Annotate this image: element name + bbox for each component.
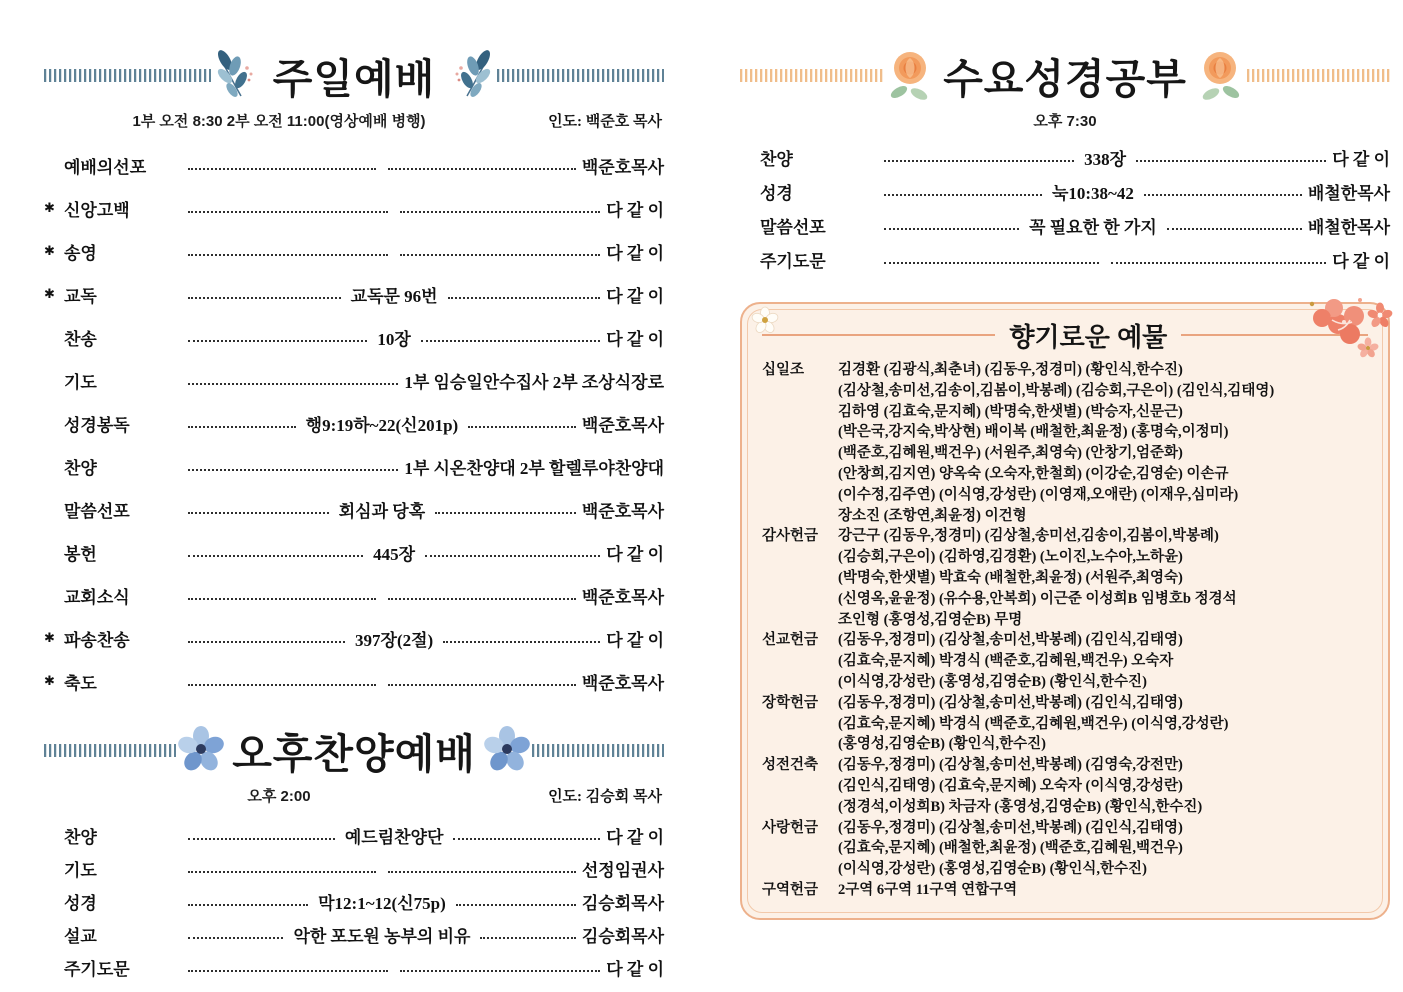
dot-leader (188, 930, 283, 939)
offering-names-line: (김동우,정경미) (김상철,송미선,박봉례) (김인식,김태영) (838, 819, 1183, 836)
row-label: 찬송 (64, 330, 97, 349)
dot-leader (188, 204, 388, 213)
row-label: 주기도문 (760, 251, 826, 271)
white-flower-icon (750, 306, 780, 336)
dot-leader (388, 677, 576, 686)
row-label: 성경봉독 (64, 416, 130, 435)
offering-names-line: (박명숙,한샛별) 박효숙 (배철한,최윤정) (서원주,최영숙) (838, 569, 1183, 586)
offering-names-line: 김하영 (김효숙,문지혜) (박명숙,한샛별) (박승자,신문근) (838, 403, 1183, 420)
row-person: 김승회목사 (581, 894, 664, 913)
row-detail: 꼭 필요한 한 가지 (1029, 217, 1157, 237)
row-person: 다 같 이 (606, 330, 664, 349)
service-row (44, 187, 664, 230)
row-person: 백준호목사 (581, 158, 664, 177)
service-row (44, 918, 664, 951)
offering-names-line: (김승회,구은이) (김하영,김경환) (노이진,노수아,노하윤) (838, 549, 1183, 566)
afternoon-leader: 인도: 김승회 목사 (548, 789, 662, 805)
offering-label: 선교헌금 (762, 632, 819, 649)
blue-blossom-icon (482, 725, 532, 775)
blue-leaves-icon (211, 46, 267, 104)
dot-leader (188, 376, 398, 385)
offering-item (762, 880, 1368, 901)
row-label: 신앙고백 (64, 201, 130, 220)
dot-leader (468, 419, 576, 428)
dot-leader (421, 333, 600, 342)
service-row (44, 819, 664, 852)
row-person: 다 같 이 (606, 545, 664, 564)
dot-leader (425, 548, 600, 557)
dot-leader (480, 930, 575, 939)
row-person: 다 같 이 (1332, 251, 1390, 271)
wednesday-study-section (740, 42, 1390, 276)
service-row (740, 242, 1390, 276)
dot-leader (188, 963, 388, 972)
offering-names-line: (신영옥,윤윤정) (유수용,안복희) 이근준 이성희B 임병호b 정경석 (838, 590, 1237, 607)
offerings-list (762, 360, 1368, 901)
row-person: 배철한목사 (1307, 183, 1390, 203)
dot-leader (188, 462, 398, 471)
offering-names-line: 조인형 (홍영성,김영순B) 무명 (838, 611, 1023, 628)
offerings-title-row (762, 316, 1368, 354)
row-label: 기도 (64, 861, 97, 880)
dot-leader (453, 831, 600, 840)
dot-leader (456, 897, 576, 906)
header-stripe-right (1247, 69, 1390, 82)
sunday-times: 1부 오전 8:30 2부 오전 11:00(영상예배 병행) (132, 113, 426, 130)
afternoon-header (44, 717, 664, 783)
service-row (44, 273, 664, 316)
dot-leader (188, 897, 308, 906)
row-person: 1부 임승일안수집사 2부 조상식장로 (404, 373, 664, 392)
dot-leader (1144, 187, 1302, 196)
offering-names-line: 2구역 6구역 11구역 연합구역 (838, 881, 1018, 898)
row-detail: 예드림찬양단 (344, 828, 444, 847)
row-detail: 10장 (377, 330, 411, 349)
star-mark: ✱ (44, 287, 55, 302)
row-person: 다 같 이 (606, 201, 664, 220)
right-column (740, 0, 1390, 992)
service-row (740, 208, 1390, 242)
offering-item (762, 693, 1368, 755)
offering-item (762, 360, 1368, 526)
sunday-service-section (44, 42, 664, 703)
row-person: 백준호목사 (581, 674, 664, 693)
dot-leader (188, 333, 367, 342)
row-label: 송영 (64, 244, 97, 263)
offering-label: 십일조 (762, 362, 805, 378)
wednesday-title: 수요성경공부 (943, 55, 1187, 102)
row-person: 백준호목사 (581, 588, 664, 607)
row-detail: 교독문 96번 (350, 287, 438, 306)
dot-leader (884, 187, 1042, 196)
service-row (44, 951, 664, 984)
offering-names-line: 강근구 (김동우,정경미) (김상철,송미선,김송이,김봄이,박봉례) (838, 528, 1219, 545)
offering-names-line: (김효숙,문지혜) 박경식 (백준호,김혜원,백건우) (이식영,강성란) (838, 715, 1229, 732)
offering-names (838, 360, 1368, 526)
wednesday-subtitle-row (740, 110, 1390, 132)
dot-leader (388, 161, 576, 170)
afternoon-order-list (44, 819, 664, 984)
offering-item (762, 630, 1368, 692)
row-label: 기도 (64, 373, 97, 392)
header-stripe-left (740, 69, 883, 82)
afternoon-time: 오후 2:00 (247, 788, 311, 805)
row-label: 예배의선포 (64, 158, 147, 177)
row-detail: 회심과 당혹 (338, 502, 426, 521)
dot-leader (1167, 221, 1302, 230)
offerings-title: 향기로운 예물 (1009, 321, 1168, 352)
service-row (44, 488, 664, 531)
sunday-header (44, 42, 664, 108)
service-row (44, 574, 664, 617)
offering-names-line: (이식영,강성란) (홍영성,김영순B) (황인식,한수진) (838, 673, 1147, 690)
service-row (740, 140, 1390, 174)
header-stripe-right (532, 744, 664, 757)
row-label: 말씀선포 (760, 217, 826, 237)
offering-names (838, 880, 1368, 901)
star-mark: ✱ (44, 631, 55, 646)
wednesday-header (740, 42, 1390, 108)
row-person: 다 같 이 (606, 960, 664, 979)
dot-leader (448, 290, 601, 299)
row-detail: 악한 포도원 농부의 비유 (293, 927, 471, 946)
offering-names-line: (김동우,정경미) (김상철,송미선,박봉례) (김인식,김태영) (838, 694, 1183, 711)
row-label: 주기도문 (64, 960, 130, 979)
offering-names-line: (김동우,정경미) (김상철,송미선,박봉례) (김인식,김태영) (838, 632, 1183, 649)
service-row (44, 144, 664, 187)
row-person: 김승회목사 (581, 927, 665, 946)
offering-item (762, 526, 1368, 630)
afternoon-subtitle-row (44, 785, 664, 811)
offering-item (762, 818, 1368, 880)
dot-leader (884, 221, 1019, 230)
service-row (44, 660, 664, 703)
afternoon-title: 오후찬양예배 (232, 730, 476, 777)
row-label: 찬양 (64, 828, 97, 847)
dot-leader (400, 247, 600, 256)
wednesday-order-list (740, 140, 1390, 276)
row-detail: 445장 (373, 545, 416, 564)
dot-leader (1136, 153, 1326, 162)
offering-names (838, 630, 1368, 692)
title-line-left (762, 334, 995, 336)
row-label: 봉헌 (64, 545, 97, 564)
star-mark: ✱ (44, 201, 55, 216)
row-label: 교독 (64, 287, 97, 306)
dot-leader (188, 831, 335, 840)
offering-names-line: (정경석,이성희B) 차금자 (홍영성,김영순B) (황인식,한수진) (838, 798, 1203, 815)
dot-leader (1111, 255, 1326, 264)
dot-leader (188, 864, 376, 873)
dot-leader (400, 204, 600, 213)
offering-names-line: (김효숙,문지혜) (배철한,최윤정) (백준호,김혜원,백건우) (838, 840, 1183, 857)
coral-flower-cluster-icon (1298, 290, 1394, 362)
row-person: 배철한목사 (1307, 217, 1390, 237)
service-row (44, 852, 664, 885)
offering-label: 사랑헌금 (762, 819, 819, 836)
dot-leader (188, 161, 376, 170)
service-row (44, 359, 664, 402)
row-person: 백준호목사 (581, 502, 664, 521)
offering-names-line: (안창희,김지연) 양옥숙 (오숙자,한철희) (이강순,김영순) 이손규 (838, 465, 1229, 482)
sunday-subtitle-row (44, 110, 664, 136)
dot-leader (388, 591, 576, 600)
row-detail: 행9:19하~22(신201p) (305, 416, 459, 435)
offering-names-line: 장소진 (조항연,최윤정) 이건형 (838, 507, 1027, 524)
row-label: 파송찬송 (64, 631, 130, 650)
service-row (44, 316, 664, 359)
dot-leader (188, 505, 329, 514)
row-detail: 막12:1~12(신75p) (318, 894, 446, 913)
offering-names-line: (박은국,강지숙,박상현) 배이복 (배철한,최윤정) (홍명숙,이정미) (838, 424, 1229, 441)
row-person: 백준호목사 (581, 416, 665, 435)
offering-names-line: (백준호,김혜원,백건우) (서원주,최영숙) (안창기,엄준화) (838, 445, 1183, 462)
row-label: 성경 (760, 183, 793, 203)
offering-item (762, 755, 1368, 817)
row-label: 성경 (64, 894, 97, 913)
offering-names-line: 김경환 (김광식,최춘녀) (김동우,정경미) (황인식,한수진) (838, 362, 1183, 378)
offering-names-line: (김상철,송미선,김송이,김봄이,박봉례) (김승회,구은이) (김인식,김태영) (838, 382, 1275, 399)
star-mark: ✱ (44, 674, 55, 689)
row-person: 다 같 이 (606, 631, 665, 650)
row-person: 다 같 이 (606, 244, 664, 263)
row-person: 다 같 이 (1332, 149, 1390, 169)
sunday-leader: 인도: 백준호 목사 (548, 114, 662, 130)
service-row (44, 230, 664, 273)
row-label: 교회소식 (64, 588, 130, 607)
offering-names (838, 693, 1368, 755)
left-column (44, 0, 664, 992)
service-row (44, 885, 664, 918)
row-label: 설교 (64, 927, 97, 946)
afternoon-service-section (44, 717, 664, 984)
row-detail: 눅10:38~42 (1051, 183, 1134, 203)
offering-names-line: (김인식,김태영) (김효숙,문지혜) 오숙자 (이식영,강성란) (838, 777, 1183, 794)
dot-leader (400, 963, 600, 972)
row-person: 선정임권사 (581, 861, 664, 880)
offering-names-line: (이식영,강성란) (홍영성,김영순B) (황인식,한수진) (838, 861, 1147, 878)
dot-leader (388, 864, 576, 873)
header-stripe-right (497, 69, 664, 82)
offering-label: 장학헌금 (762, 694, 819, 711)
offering-names-line: (김효숙,문지혜) 박경식 (백준호,김혜원,백건우) 오숙자 (838, 653, 1174, 670)
header-stripe-left (44, 69, 211, 82)
blue-leaves-icon (441, 46, 497, 104)
service-row (740, 174, 1390, 208)
offering-label: 감사헌금 (762, 528, 819, 545)
offerings-box (740, 302, 1390, 920)
offering-label: 구역헌금 (762, 881, 819, 898)
row-detail: 338장 (1084, 149, 1127, 169)
sunday-title: 주일예배 (272, 55, 436, 102)
dot-leader (884, 255, 1099, 264)
service-row (44, 402, 664, 445)
star-mark: ✱ (44, 244, 55, 259)
offering-names-line: (이수정,김주연) (이식영,강성란) (이영재,오애란) (이재우,심미라) (838, 486, 1239, 503)
orange-rose-icon (1193, 46, 1247, 104)
service-row (44, 531, 664, 574)
offering-names-line: (김동우,정경미) (김상철,송미선,박봉례) (김영숙,강전만) (838, 757, 1183, 774)
dot-leader (884, 153, 1074, 162)
row-person: 다 같 이 (606, 287, 665, 306)
dot-leader (188, 247, 388, 256)
sunday-order-list (44, 144, 664, 703)
service-row (44, 617, 664, 660)
blue-blossom-icon (176, 725, 226, 775)
dot-leader (188, 548, 363, 557)
row-label: 축도 (64, 674, 97, 693)
dot-leader (188, 419, 296, 428)
header-stripe-left (44, 744, 176, 757)
dot-leader (188, 591, 376, 600)
row-person: 다 같 이 (606, 828, 665, 847)
row-label: 말씀선포 (64, 502, 130, 521)
offering-names (838, 818, 1368, 880)
offering-names-line: (홍영성,김영순B) (황인식,한수진) (838, 736, 1046, 753)
dot-leader (443, 634, 600, 643)
dot-leader (188, 290, 341, 299)
row-person: 1부 시온찬양대 2부 할렐루야찬양대 (404, 459, 664, 478)
dot-leader (188, 677, 376, 686)
row-label: 찬양 (64, 459, 97, 478)
offering-label: 성전건축 (762, 757, 819, 774)
service-row (44, 445, 664, 488)
row-label: 찬양 (760, 149, 793, 169)
offering-names (838, 755, 1368, 817)
row-detail: 397장(2절) (355, 631, 434, 650)
dot-leader (435, 505, 576, 514)
orange-rose-icon (883, 46, 937, 104)
wednesday-time: 오후 7:30 (1033, 113, 1097, 130)
offering-names (838, 526, 1368, 630)
dot-leader (188, 634, 345, 643)
